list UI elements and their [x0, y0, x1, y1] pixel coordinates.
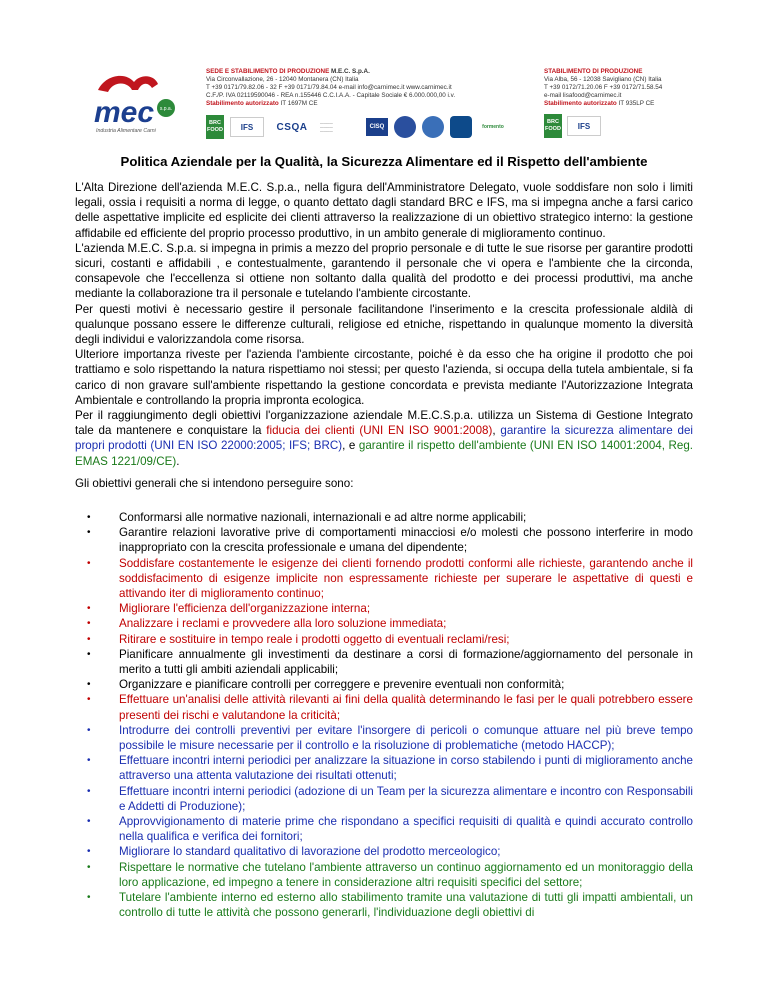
paragraph-intro: L'Alta Direzione dell'azienda M.E.C. S.p.a., nella figura dell'Amministratore Delegato, vuole soddisfare non solo i limiti legali, ossia i requisiti a norma di legge, o quanto dettato dagli standard BRC e IFS, ma si impegna anche a farsi carico delle aspettative implicite ed esplicite dei clienti attraverso la realizzazione di un obiettivo strategico interno: la gestione affidabile ed efficiente del proprio processo produttivo, in un ambito generale di miglioramento continuo. L'azienda M.E.C. S.p.a. si impegna in primis a mezzo del proprio personale e di tutte le sue risorse per garantire prodotti sicuri, costanti e affidabili , e contestualmente, garantendo il personale che vi opera e l'ambiente che la circonda, consapevole che l'eccellenza si ottiene non soltanto dalla qualità del prodotto e dei processi produttivi, ma anche mediante la collaborazione tra il personale e tutelando l'ambiente circostante. Per questi motivi è necessario gestire il personale facilitandone l'inserimento e la crescita professionale aldilà di qualunque possano essere le differenze culturali, religiose ed etniche, rispettando in qualunque momento la diversità degli individui e valorizzandola come risorsa. Ulteriore importanza riveste per l'azienda l'ambiente circostante, poiché è da esso che ha origine il prodotto che poi trattiamo e solo rispettando la natura rispettiamo noi stessi; per questo l'azienda, si occupa della tutela ambientale, si fa carico di non gravare sull'ambiente rispettando la gestione concordata e prevista mediante l'Autorizzazione Integrata Ambientale e controllando la propria impronta ecologica. Per il raggiungimento degli obiettivi l'organizzazione aziendale M.E.C.S.p.a. utilizza un Sistema di Gestione Integrato tale da mantenere e conquistare la fiducia dei clienti (UNI EN ISO 9001:2008), garantire la sicurezza alimentare dei propri prodotti (UNI EN ISO 22000:2005; IFS; BRC), e garantire il rispetto dell'ambiente (UNI EN ISO 14001:2004, Reg. EMAS 1221/09/CE).: [75, 181, 693, 468]
list-item: [75, 601, 693, 616]
document-title: Politica Aziendale per la Qualità, la Sicurezza Alimentare ed il Rispetto dell'ambiente: [120, 154, 648, 169]
company-logo: [88, 68, 178, 140]
bullet-icon: •: [87, 512, 91, 523]
plant-block: [544, 68, 724, 108]
bullet-icon: •: [87, 724, 91, 736]
list-item: [75, 692, 693, 722]
plant-address: Via Alba, 56 - 12038 Savigliano (CN) Italia: [544, 76, 662, 84]
bullet-icon: •: [87, 603, 91, 615]
hq-authorized-code: IT 1697M CE: [280, 100, 318, 108]
hq-title: SEDE E STABILIMENTO DI PRODUZIONE: [206, 68, 330, 75]
list-item-text: Migliorare lo standard qualitativo di lavorazione del prodotto merceologico;: [119, 845, 501, 859]
list-item: [75, 784, 693, 814]
list-item-text: Ritirare e sostituire in tempo reale i prodotti oggetto di eventuali reclami/resi;: [119, 632, 510, 646]
emas-icon: [450, 116, 472, 138]
list-item-text: Effettuare un'analisi delle attività rilevanti ai fini della qualità determinando le fasi per le quali potrebbero essere presenti dei rischi e valutandone la criticità;: [119, 693, 693, 722]
list-item: [75, 890, 693, 920]
brc-badge: BRC FOOD: [206, 115, 224, 139]
formento-badge: formento: [482, 124, 504, 130]
hq-contacts: T +39 0171/79.82.06 - 32 F +39 0171/79.84.04 e-mail info@carnimec.it www.carnimec.it: [206, 84, 452, 92]
plant-authorized-label: Stabilimento autorizzato: [544, 100, 617, 108]
bullet-icon: •: [87, 633, 91, 645]
list-item-text: Analizzare i reclami e provvedere alla loro soluzione immediata;: [119, 617, 447, 631]
certification-seal-icon: [394, 116, 416, 138]
cisq-badge: CISQ: [366, 118, 388, 136]
list-item: [75, 753, 693, 783]
csqa-badge: CSQA: [276, 121, 308, 133]
list-item: [75, 556, 693, 602]
list-item: [75, 677, 693, 692]
list-item-text: Effettuare incontri interni periodici per analizzare la situazione in corso stabilendo i punti di miglioramento anche attraverso una attenta valutazione dei risultati ottenuti;: [119, 754, 693, 783]
hq-address: Via Circonvallazione, 26 - 12040 Montanera (CN) Italia: [206, 76, 359, 84]
bullet-icon: •: [87, 846, 91, 858]
plant-authorized-code: IT 935LP CE: [618, 100, 655, 108]
svg-text:mec: mec: [94, 96, 155, 129]
list-item: [75, 814, 693, 844]
ifs-badge: IFS: [230, 117, 264, 137]
list-item-text: Garantire relazioni lavorative prive di comportamenti minacciosi e/o molesti che possono interferire in modo inappropriato con la crescita professionale e umana del dipendente;: [119, 526, 693, 555]
list-item: [75, 525, 693, 555]
list-item: [75, 510, 693, 525]
ifs-badge: IFS: [567, 116, 601, 136]
list-item-text: Introdurre dei controlli preventivi per evitare l'insorgere di pericoli o comunque attuare nel più breve tempo possibile le misure necessarie per il controllo e la risoluzione di problematiche (metodo HACCP);: [119, 723, 693, 753]
certifications-left: [206, 114, 508, 140]
objectives-list: [75, 510, 693, 920]
bullet-icon: •: [87, 861, 91, 873]
hq-fiscal: C.F./P. IVA 02119590046 - REA n.155446 C.C.I.A.A. - Capitale Sociale € 6.000.000,00 i.v.: [206, 92, 456, 100]
list-item: [75, 632, 693, 647]
brc-badge: BRC FOOD: [544, 114, 562, 138]
hq-company: M.E.C. S.p.A.: [331, 68, 370, 75]
list-item-text: Effettuare incontri interni periodici (adozione di un Team per la sicurezza alimentare e incontro con Responsabili e Addetti di Produzione);: [119, 784, 693, 813]
bullet-icon: •: [87, 755, 91, 767]
logo-tagline: Industria Alimentare Carni: [96, 128, 156, 134]
svg-text:s.p.a.: s.p.a.: [159, 106, 173, 112]
bullet-icon: •: [87, 785, 91, 797]
plant-email: e-mail lisafood@carnimec.it: [544, 92, 622, 100]
bullet-icon: •: [87, 618, 91, 630]
certification-seal-icon: [422, 116, 444, 138]
list-item: [75, 616, 693, 631]
list-item: [75, 723, 693, 753]
list-item: [75, 860, 693, 890]
certifications-right: [544, 112, 601, 140]
bullet-icon: •: [87, 694, 91, 706]
objectives-intro: Gli obiettivi generali che si intendono perseguire sono:: [75, 477, 354, 490]
list-item-text: Migliorare l'efficienza dell'organizzazione interna;: [119, 602, 371, 616]
list-item: [75, 844, 693, 859]
hq-authorized-label: Stabilimento autorizzato: [206, 100, 279, 108]
list-item-text: Approvvigionamento di materie prime che rispondano a specifici requisiti di qualità e quindi accurato controllo nella qualifica e verifica dei fornitori;: [119, 815, 693, 844]
plant-title: STABILIMENTO DI PRODUZIONE: [544, 68, 643, 75]
list-item: [75, 647, 693, 677]
bullet-icon: •: [87, 527, 91, 539]
list-item-text: Soddisfare costantemente le esigenze dei clienti fornendo prodotti conformi alle richieste, garantendo anche il soddisfacimento di esigenze implicite non espressamente richieste per superare le aspettative di questi e attivando iter di miglioramento continuo;: [119, 556, 693, 601]
headquarters-block: [206, 68, 524, 108]
bullet-icon: •: [87, 679, 91, 691]
letterhead: [88, 68, 680, 144]
plant-phone: T +39 0172/71.20.06 F +39 0172/71.58.54: [544, 84, 663, 92]
bullet-icon: •: [87, 557, 91, 569]
csqa-details: ———— ———— ————: [320, 120, 333, 134]
list-item-text: Conformarsi alle normative nazionali, internazionali e ad altre norme applicabili;: [119, 511, 527, 524]
bullet-icon: •: [87, 816, 91, 828]
list-item-text: Tutelare l'ambiente interno ed esterno allo stabilimento tramite una valutazione di tutti gli impatti ambientali, un controllo di tutte le attività che possono generarli, l'individuazione degli obiettivi di: [119, 891, 693, 920]
bullet-icon: •: [87, 892, 91, 904]
bullet-icon: •: [87, 648, 91, 660]
list-item-text: Organizzare e pianificare controlli per correggere e prevenire eventuali non conformità;: [119, 678, 565, 692]
list-item-text: Pianificare annualmente gli investimenti da destinare a corsi di formazione/aggiornamento del personale in merito a tutti gli ambiti aziendali applicabili;: [119, 647, 693, 677]
list-item-text: Rispettare le normative che tutelano l'ambiente attraverso un continuo aggiornamento ed un monitoraggio della loro applicazione, ed impegno a tenere in considerazione altri requisiti specifici del settore;: [119, 860, 693, 889]
